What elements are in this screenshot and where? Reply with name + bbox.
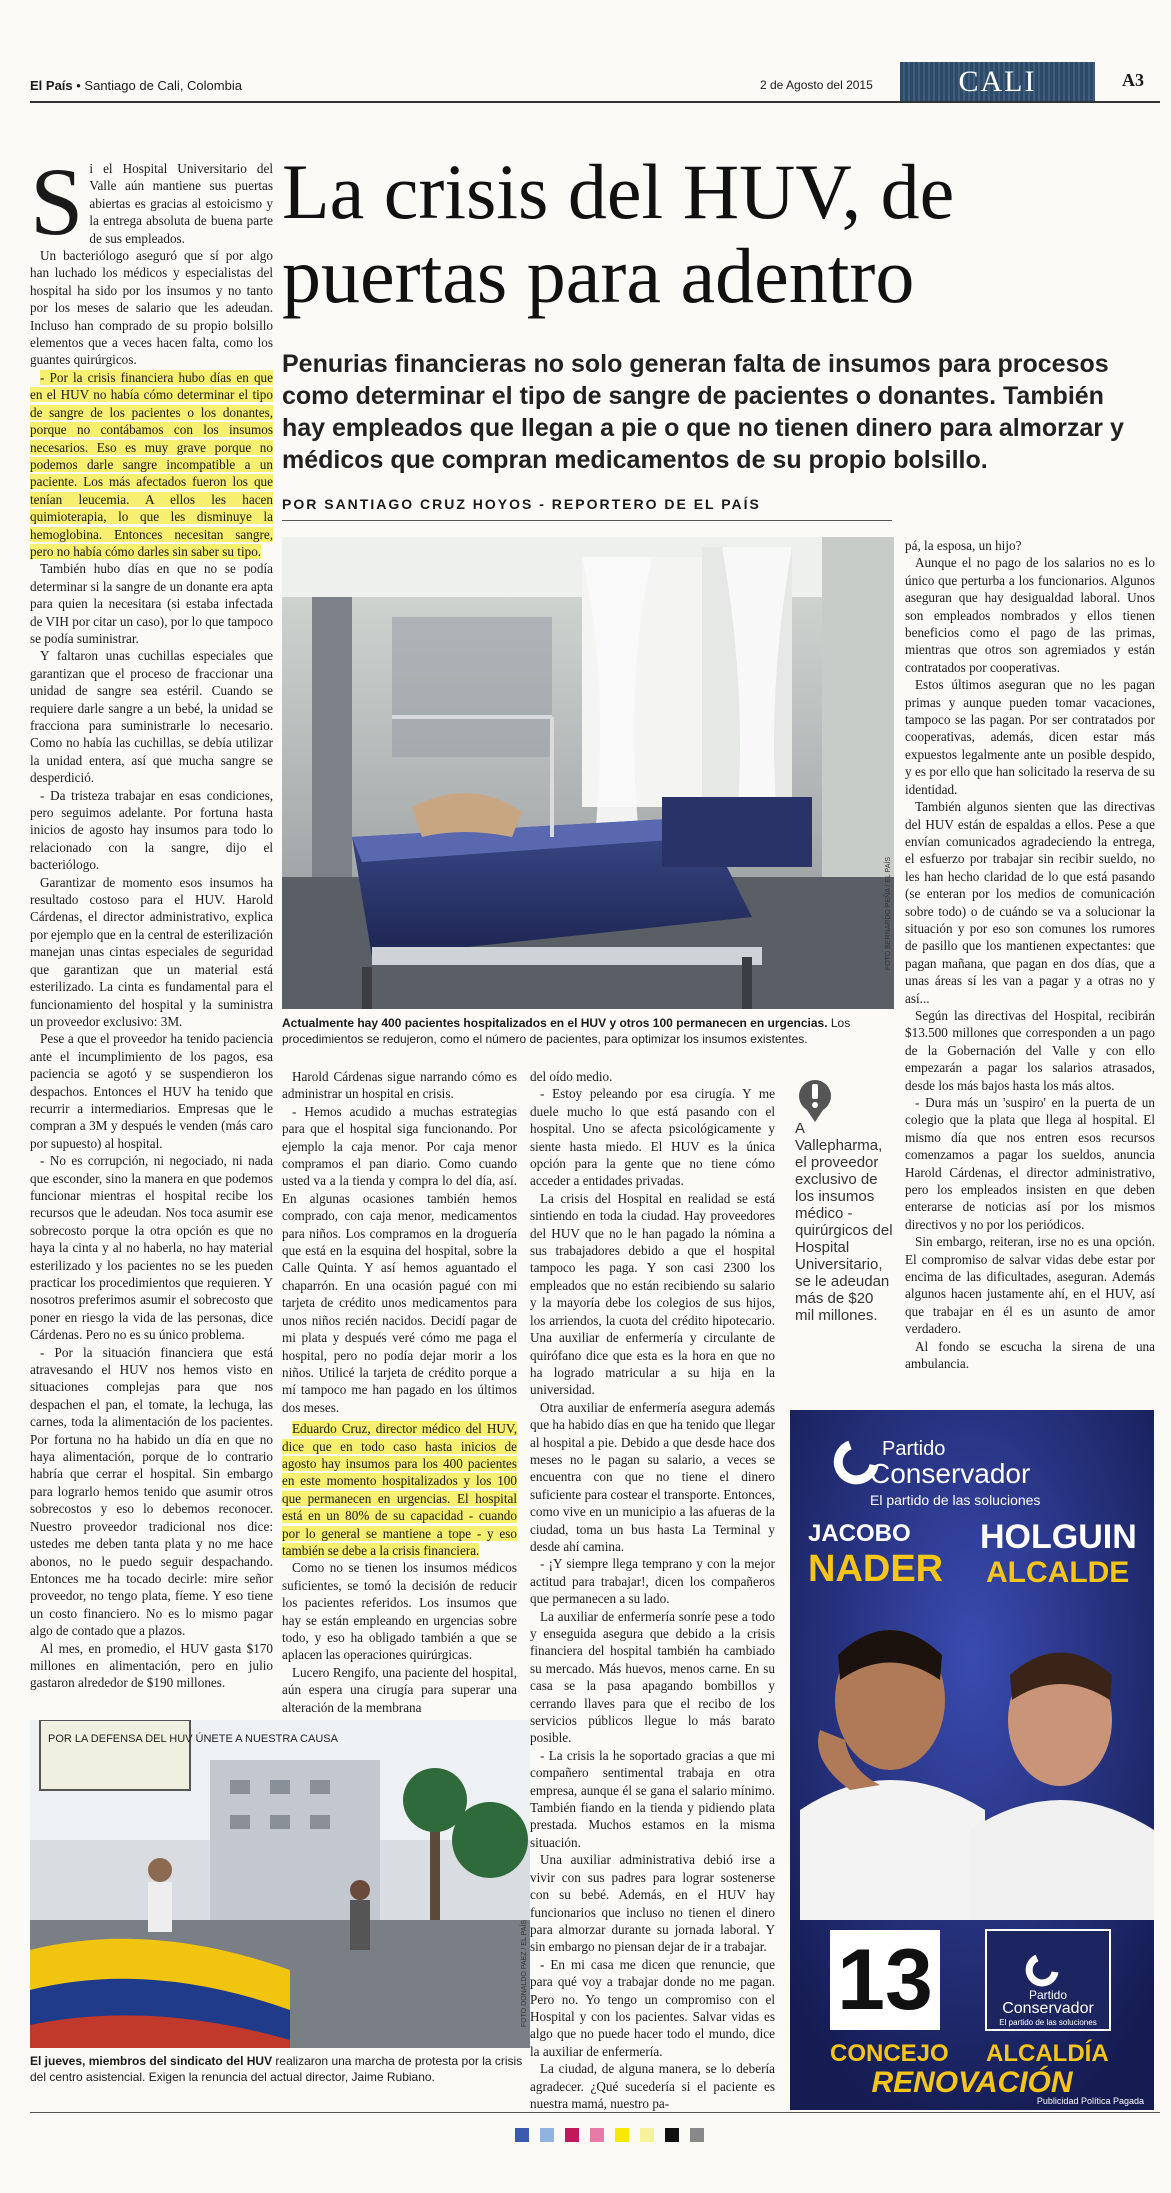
registration-swatch	[615, 2128, 629, 2142]
registration-swatch	[590, 2128, 604, 2142]
paper-location: Santiago de Cali, Colombia	[84, 78, 242, 93]
paragraph: del oído medio.	[530, 1069, 613, 1084]
paragraph: - Dura más un 'suspiro' en la puerta de un colegio que la plata que llega al hospital. El mismo día que nos entren esos recursos comenzamos a pagar los sueldos, anuncia Harold Cárdenas, el director administrativo, pero los empleados insisten en que deben enterarse de noticias así por los mismos directivos y no por los periódicos.	[905, 1095, 1155, 1232]
hospital-ward-photo	[282, 537, 894, 1009]
column-3	[530, 1068, 775, 2112]
registration-swatch	[515, 2128, 529, 2142]
registration-swatch	[565, 2128, 579, 2142]
party-slogan: El partido de las soluciones	[870, 1492, 1041, 1508]
paragraph: - Estoy peleando por esa cirugía. Y me duele mucho lo que está pasando con el hospital. Uno se afecta psicológicamente y siente hasta miedo. El HUV es la única opción para la gente que no tiene cómo acceder a entidades privadas.	[530, 1086, 775, 1189]
paragraph: Según las directivas del Hospital, recibirán $13.500 millones que corresponden a un pago de la Gobernación del Valle y con ello empezarán a pagar los salarios atrasados, desde los más bajos hasta los más altos.	[905, 1007, 1155, 1093]
protest-banner-text: POR LA DEFENSA DEL HUV ÚNETE A NUESTRA CAUSA	[48, 1733, 338, 1745]
paragraph: Como no se tienen los insumos médicos suficientes, se tomó la decisión de reducir los pacientes referidos. Los insumos que hay se están empleando en urgencias sobre todo, y eso ha obligado también a que se aplacen las operaciones quirúrgicas.	[282, 1560, 517, 1663]
paragraph: Otra auxiliar de enfermería asegura además que ha habido días en que ha tenido que llegar al hospital a pie. Debido a que desde hace dos meses no le pagan su salario, a veces se encuentra con que no tiene el dinero suficiente para costear el transporte. Entonces, como vive en un municipio a las afueras de la ciudad, toma un bus hasta La Terminal y desde ahí camina.	[530, 1399, 775, 1554]
paragraph: Lucero Rengifo, una paciente del hospital, aún espera una cirugía para superar una alteración de la membrana	[282, 1664, 517, 1715]
photo-credit: FOTO BERNARDO PEÑA / EL PAÍS	[885, 857, 892, 971]
logo-party-word: Partido	[1028, 1988, 1068, 2002]
page-date: 2 de Agosto del 2015	[760, 78, 873, 92]
party-word: Partido	[882, 1438, 946, 1460]
exclamation-icon	[795, 1078, 835, 1122]
caption-text: realizaron una marcha de protesta por la crisis del centro asistencial. Exigen la renuncia del actual director, Jaime Rubiano.	[30, 2054, 523, 2084]
article-title: La crisis del HUV, de puertas para adentro	[282, 148, 955, 319]
candidate-1-firstname: JACOBO	[808, 1520, 911, 1547]
photo-credit: FOTO DONALDO PAEZ / EL PAÍS	[521, 1920, 528, 2028]
registration-swatch	[665, 2128, 679, 2142]
paragraph: Y faltaron unas cuchillas especiales que garantizan que el proceso de fraccionar una unidad de sangre sea estéril. Cuando se requiere darle sangre a un bebé, la unidad se fracciona para suministrarle lo necesario. Como no había las cuchillas, se debía utilizar la unidad entera, así que mucha sangre se desperdició.	[30, 648, 273, 786]
paragraph: - En mi casa me dicen que renuncie, que para qué voy a trabajar donde no me pagan. Pero no. Yo tengo un compromiso con el Hospital y con los pacientes. Salvar vidas es algo que no puede hacer todo el mundo, dice la auxiliar de enfermería.	[530, 1956, 775, 2059]
paper-name: El País	[30, 78, 73, 93]
photo-caption	[282, 1015, 894, 1047]
logo-party-name: Conservador	[1002, 2000, 1094, 2017]
footer-rule	[30, 2112, 1160, 2113]
column-4	[905, 537, 1155, 1373]
paragraph: Aunque el no pago de los salarios no es lo único que perturba a los funcionarios. Algunos aseguran que hay desigualdad laboral. Unos son empleados nombrados y ellos tienen beneficios como el pago de las primas, mientras que otros son agremiados y están contratados por cooperativas.	[905, 555, 1155, 675]
list-number: 13	[837, 1932, 933, 2028]
logo-slogan: El partido de las soluciones	[999, 2018, 1097, 2027]
party-name: Conservador	[870, 1458, 1031, 1489]
alcaldia-label: ALCALDÍA	[986, 2040, 1109, 2067]
candidate-2-role: ALCALDE	[986, 1556, 1130, 1589]
paragraph: Harold Cárdenas sigue narrando cómo es administrar un hospital en crisis.	[282, 1069, 517, 1102]
caption-lead: El jueves, miembros del sindicato del HUV	[30, 2054, 273, 2068]
registration-swatch	[540, 2128, 554, 2142]
column-1	[30, 148, 273, 1692]
header-rule	[30, 101, 1160, 103]
paragraph: - Da tristeza trabajar en esas condiciones, pero seguimos adelante. Por fortuna hasta inicios de agosto hay insumos para todo lo relacionado con la sangre, dijo el bacteriólogo.	[30, 787, 273, 873]
political-advertisement	[790, 1410, 1154, 2110]
page-number: A3	[1122, 70, 1144, 90]
candidate-2-surname: HOLGUIN	[980, 1518, 1137, 1556]
paragraph: Garantizar de momento esos insumos ha resultado costoso para el HUV. Harold Cárdenas, el director administrativo, explica por ejemplo que en la central de esterilización manejan unas cintas especiales de seguridad que garantizan que un material está esterilizado. La cinta es fundamental para el funcionamiento del hospital y la suministra un proveedor exclusivo: 3M.	[30, 874, 273, 1029]
paragraph: También hubo días en que no se podía determinar si la sangre de un donante era apta para quien la necesitara (si estaba infectada de VIH por citar un caso), por lo que tampoco se podía suministrar.	[30, 561, 273, 646]
sidebar-quote: A Vallepharma, el proveedor exclusivo de los insumos médico - quirúrgicos del Hospital Universitario, se le adeudan más de $20 mil millones.	[795, 1120, 893, 1324]
caption-text: Los procedimientos se redujeron, como el número de pacientes, para optimizar los insumos existentes.	[282, 1016, 851, 1046]
candidate-1-surname: NADER	[808, 1548, 944, 1590]
column-2	[282, 1068, 517, 1716]
photo-caption	[30, 2053, 530, 2085]
paragraph: La auxiliar de enfermería sonríe pese a todo y enseguida asegura que debido a la crisis financiera del hospital también ha cambiado su mercado. Más huevos, menos carne. En su casa se la pasa apagando bombillos y cerrando llaves para que el recibo de los servicios públicos llegue lo más barato posible.	[530, 1608, 775, 1746]
paragraph: Estos últimos aseguran que no les pagan primas y aunque pueden tomar vacaciones, tampoco se las pagan. Por ser contratados por cooperativas, además, dicen estar más expuestos legalmente ante un posible despido, y es por ello que han solicitado la reserva de su identidad.	[905, 677, 1155, 797]
drop-cap: S	[30, 148, 84, 255]
highlighted-quote: Eduardo Cruz, director médico del HUV, dice que en todo caso hasta inicios de agosto hay insumos para los 400 pacientes en este momento hospitalizados y los 100 que permanecen en urgencias. El hospital está en un 80% de su capacidad - cuando por lo general se mantiene a tope - y eso también se debe a la crisis financiera.	[282, 1421, 517, 1558]
paragraph: Sin embargo, reiteran, irse no es una opción. El compromiso de salvar vidas debe estar por encima de las dificultades, aseguran. Además algunos hacen justamente ahí, en el HUV, así que trabajar en él es un asunto de amor verdadero.	[905, 1234, 1155, 1337]
paid-notice: Publicidad Política Pagada	[1036, 2096, 1144, 2106]
registration-swatch	[640, 2128, 654, 2142]
byline-rule	[282, 520, 892, 521]
page-header: El País • Santiago de Cali, Colombia	[30, 78, 242, 93]
renovacion-label: RENOVACIÓN	[871, 2066, 1073, 2099]
paragraph: - No es corrupción, ni negociado, ni nada que esconder, sino la manera en que podemos funcionar mientras el hospital recibe los recursos que le adeudan. Nos toca asumir ese sobrecosto porque la otra opción es que no haya la cinta y al no haberla, no hay material esterilizado y los pacientes no se les pueden practicar los procedimientos que requieren. Y nosotros preferimos asumir el sobrecosto que poner en riesgo la vida de las personas, dice Cárdenas. Pero no es su único problema.	[30, 1153, 273, 1343]
article-byline: POR SANTIAGO CRUZ HOYOS - REPORTERO DE EL PAÍS	[282, 496, 761, 512]
protest-march-photo	[30, 1720, 530, 2048]
highlighted-quote: - Por la crisis financiera hubo días en que en el HUV no había cómo determinar el tipo de sangre de los pacientes o los donantes, porque no contábamos con los insumos necesarios. Eso es muy grave porque no podemos darle sangre incompatible a un paciente. Los más afectados fueron los que tenían leucemia. A ellos les hacen quimioterapia, lo que les disminuye la hemoglobina. Entonces necesitan sangre, pero no había cómo darles sin saber su tipo.	[30, 369, 273, 559]
paragraph: Un bacteriólogo aseguró que sí por algo han luchado los médicos y especialistas del hospital ha sido por los insumos y no tanto por los meses de salario que les adeudan. Incluso han comprado de su propio bolsillo elementos que a veces hacen falta, como los guantes quirúrgicos.	[30, 248, 273, 368]
paragraph: Al fondo se escucha la sirena de una ambulancia.	[905, 1338, 1155, 1372]
paragraph: Una auxiliar administrativa debió irse a vivir con sus padres para lograr sostenerse con su bebé. Además, en el HUV hay funcionarios que incluso no tienen el dinero para almorzar durante su jornada laboral. Y sin embargo no piensan dejar de ir a trabajar.	[530, 1852, 775, 1955]
paragraph: La crisis del Hospital en realidad se está sintiendo en toda la ciudad. Hay proveedores del HUV que no le han pagado la nómina a sus trabajadores debido a que el hospital tampoco les paga. Y son casi 2300 los empleados que no están recibiendo su salario y la mayoría debe los colegios de sus hijos, los arriendos, la cuota del crédito hipotecario. Una auxiliar de enfermería y circulante de quirófano dice que esta es la hora en que no ha logrado matricular a su hija en la universidad.	[530, 1190, 775, 1398]
caption-lead: Actualmente hay 400 pacientes hospitalizados en el HUV y otros 100 permanecen en urgencias.	[282, 1016, 828, 1030]
paragraph: La ciudad, de alguna manera, se lo debería agradecer. ¿Qué sucedería si el paciente es nuestra mamá, nuestro pa-	[530, 2061, 775, 2111]
paragraph: También algunos sienten que las directivas del HUV están de espaldas a ellos. Pese a que envían comunicados agradeciendo la entrega, el esfuerzo por trabajar sin recibir sueldo, no les han hecho claridad de lo que está pasando (se enteran por los medios de comunicación sobre todo) o de cuándo se va a solucionar la situación y por eso son comunes los rumores de pasillo que los mantienen expectantes: que pagan mañana, que pagan en dos días, que a unas áreas sí les van a pagar y a otras no y así...	[905, 799, 1155, 1006]
paragraph: i el Hospital Universitario del Valle aún mantiene sus puertas abiertas es gracias al estoicismo y la entrega absoluta de buena parte de sus empleados.	[89, 161, 273, 246]
concejo-label: CONCEJO	[830, 2040, 949, 2067]
paragraph: Al mes, en promedio, el HUV gasta $170 millones en alimentación, pero en julio gastaron alrededor de $190 millones.	[30, 1640, 273, 1691]
paragraph: Pese a que el proveedor ha tenido paciencia ante el incumplimiento de los pagos, esa paciencia se agotó y se suspendieron los despachos. Entonces el HUV ha tenido que recurrir a intermediarios. Empresas que le compran a 3M y después le venden (más caro por supuesto) al hospital.	[30, 1031, 273, 1151]
section-label: CALI	[900, 62, 1095, 102]
paragraph: - Por la situación financiera que está atravesando el HUV nos hemos visto en situaciones complejas para que nos despachen el pan, el tomate, la lechuga, las carnes, toda la alimentación de los pacientes. Por fortuna no ha habido un día en que no haya alimentación, porque de lo contrario habría que cerrar el hospital. Sin embargo para lograrlo hemos tenido que asumir otros sobrecostos y eso lo debemos reconocer. Nuestro proveedor tradicional nos dice: ustedes me deben tanta plata y no me hace abonos, no le puedo seguir despachando. Entonces me ha tocado decirle: mire señor proveedor, no tengo plata, fíeme. Y eso tiene un costo financiero. No es lo mismo pagar algo de contado que a plazos.	[30, 1344, 273, 1639]
paragraph: - Hemos acudido a muchas estrategias para que el hospital siga funcionando. Por ejemplo la caja menor. Por caja menor compramos el pan diario. Como cuando usted va a la tienda y compra lo del día, así. En algunas ocasiones también hemos comprado, con caja menor, medicamentos para niños. Los compramos en la droguería que está en la esquina del hospital, sobre la Calle Quinta. Y así hemos aguantado el chaparrón. En una ocasión pagué con mi tarjeta de crédito unos medicamentos para unos niños recién nacidos. Decidí pagar de mi plata y después veré cómo me paga el hospital, pero no podía dejar morir a los niños. Utilicé la tarjeta de crédito porque a mí tampoco me han pagado en los últimos dos meses.	[282, 1103, 517, 1415]
paragraph: pá, la esposa, un hijo?	[905, 538, 1022, 553]
paragraph: - La crisis la he soportado gracias a que mi compañero sentimental trabaja en otra empresa, aunque él se gana el salario mínimo. También fiando en la tienda y pidiendo plata prestada. Muchos estamos en la misma situación.	[530, 1747, 775, 1850]
registration-swatch	[690, 2128, 704, 2142]
paragraph: - ¡Y siempre llega temprano y con la mejor actitud para trabajar!, dicen los compañeros que permanecen a su lado.	[530, 1556, 775, 1607]
article-subtitle: Penurias financieras no solo generan falta de insumos para procesos como determinar el tipo de sangre de pacientes o donantes. También hay empleados que llegan a pie o que no tienen dinero para almorzar y médicos que compran medicamentos de su propio bolsillo.	[282, 350, 1124, 474]
